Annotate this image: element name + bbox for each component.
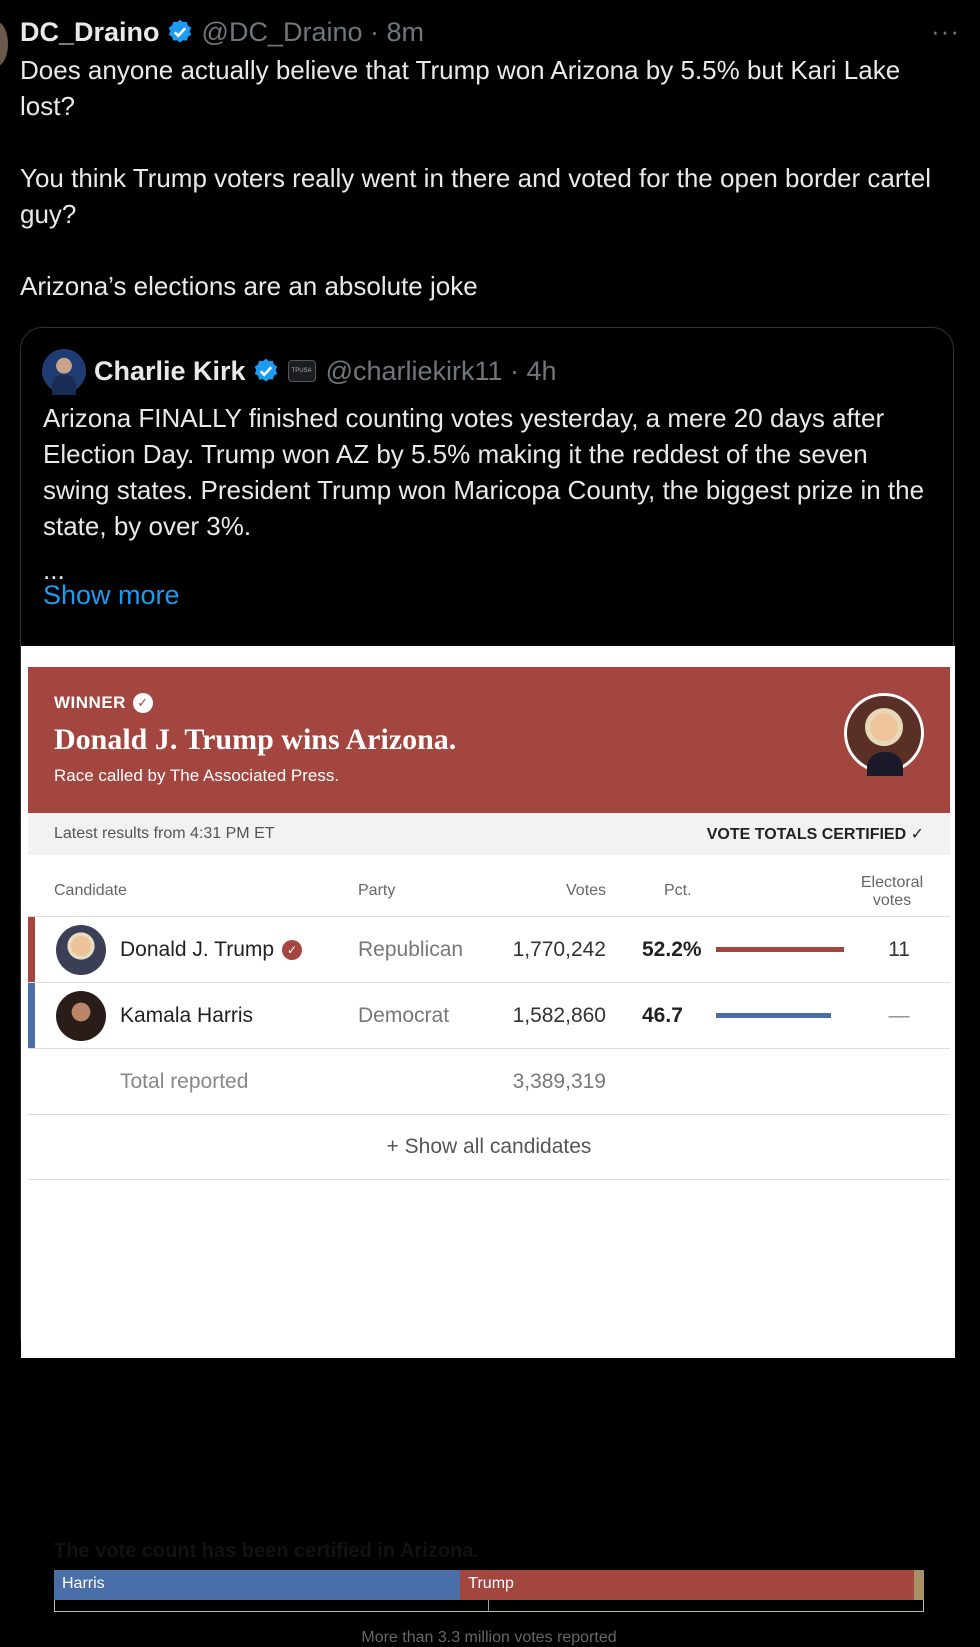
majority-tick bbox=[488, 1600, 489, 1612]
total-row bbox=[28, 1048, 950, 1114]
tweet-paragraph: Arizona’s elections are an absolute joke bbox=[20, 271, 478, 301]
race-called-text: Race called by The Associated Press. bbox=[54, 766, 340, 785]
verified-badge-icon bbox=[252, 357, 280, 385]
header-electoral-line2: votes bbox=[872, 892, 912, 909]
quoted-tweet-text bbox=[43, 400, 933, 588]
show-all-candidates-button[interactable]: + Show all candidates bbox=[28, 1114, 950, 1180]
certified-status: VOTE TOTALS CERTIFIED ✓ bbox=[706, 826, 924, 843]
bar-axis bbox=[54, 1600, 924, 1612]
candidate-votes: 1,770,242 bbox=[512, 938, 606, 961]
tweet-paragraph bbox=[20, 232, 960, 268]
votes-reported-text: More than 3.3 million votes reported bbox=[361, 1629, 617, 1646]
author-avatar[interactable] bbox=[0, 22, 8, 66]
election-results-image bbox=[21, 646, 955, 1646]
trump-photo bbox=[56, 925, 106, 975]
tweet-paragraph: Does anyone actually believe that Trump won Arizona by 5.5% but Kari Lake lost? bbox=[20, 55, 901, 121]
vote-share-bar bbox=[54, 1570, 924, 1600]
candidate-party: Democrat bbox=[358, 1004, 450, 1027]
quoted-paragraph: Arizona FINALLY finished counting votes yesterday, a mere 20 days after Election Day. Trump won AZ by 5.5% making it the reddest of the seven swing states. President Trump won Maricopa County, the biggest prize in the state, by over 3%. bbox=[43, 403, 925, 541]
winner-headline: Donald J. Trump wins Arizona. bbox=[54, 723, 457, 756]
pct-bar bbox=[716, 947, 876, 952]
party-stripe bbox=[28, 917, 35, 983]
tweet-paragraph: You think Trump voters really went in there and voted for the open border cartel guy? bbox=[20, 163, 932, 229]
tweet-text bbox=[20, 52, 960, 304]
pct-bar-fill bbox=[716, 947, 844, 952]
candidate-electoral-votes: — bbox=[888, 1004, 910, 1027]
verified-badge-icon bbox=[166, 18, 194, 46]
affiliation-badge-icon[interactable]: TPUSA bbox=[288, 360, 316, 382]
check-icon: ✓ bbox=[133, 693, 153, 713]
show-more-link[interactable]: Show more bbox=[43, 580, 180, 610]
quoted-tweet-header bbox=[42, 350, 557, 392]
candidate-pct: 52.2% bbox=[642, 938, 702, 961]
candidate-name bbox=[120, 1004, 253, 1028]
pct-bar-fill bbox=[716, 1013, 831, 1018]
table-row bbox=[28, 916, 950, 982]
candidate-party: Republican bbox=[358, 938, 464, 961]
more-options-icon[interactable]: ··· bbox=[931, 16, 960, 46]
candidate-votes: 1,582,860 bbox=[512, 1004, 606, 1027]
quoted-tweet[interactable] bbox=[20, 327, 954, 1646]
harris-photo bbox=[56, 991, 106, 1041]
candidate-name-text: Donald J. Trump bbox=[120, 938, 275, 961]
total-votes: 3,389,319 bbox=[512, 1070, 606, 1093]
tweet-paragraph bbox=[20, 124, 960, 160]
latest-results-time: Latest results from 4:31 PM ET bbox=[54, 825, 275, 842]
results-meta-bar bbox=[28, 813, 950, 855]
author-name[interactable]: DC_Draino bbox=[20, 16, 160, 47]
winner-text: WINNER bbox=[54, 693, 126, 712]
harris-segment-label: Harris bbox=[62, 1575, 105, 1592]
table-row bbox=[28, 982, 950, 1048]
quoted-author-name[interactable]: Charlie Kirk bbox=[94, 355, 246, 386]
quoted-author-avatar[interactable] bbox=[42, 349, 86, 393]
winner-check-icon: ✓ bbox=[282, 940, 302, 960]
header-electoral-votes bbox=[847, 874, 937, 910]
harris-segment bbox=[54, 1570, 460, 1600]
winner-label bbox=[54, 693, 153, 713]
other-segment bbox=[914, 1570, 924, 1600]
winner-photo bbox=[844, 693, 924, 773]
party-stripe bbox=[28, 983, 35, 1049]
certified-note: The vote count has been certified in Arizona. bbox=[54, 1540, 479, 1562]
header-pct: Pct. bbox=[664, 882, 692, 899]
header-votes: Votes bbox=[566, 882, 607, 899]
trump-segment-label: Trump bbox=[468, 1575, 514, 1592]
tweet-header bbox=[20, 14, 960, 50]
candidate-pct: 46.7 bbox=[642, 1004, 683, 1027]
header-party: Party bbox=[358, 882, 396, 899]
header-electoral-line1: Electoral bbox=[860, 874, 924, 891]
trump-segment bbox=[460, 1570, 914, 1600]
quoted-author-handle-time[interactable]: @charliekirk11 · 4h bbox=[325, 355, 557, 386]
author-handle-time[interactable]: @DC_Draino · 8m bbox=[201, 16, 424, 47]
header-candidate: Candidate bbox=[54, 882, 127, 899]
total-label: Total reported bbox=[120, 1070, 249, 1093]
pct-bar bbox=[716, 1013, 876, 1018]
candidate-name-text: Kamala Harris bbox=[120, 1004, 254, 1027]
quoted-ellipsis: ... bbox=[43, 555, 65, 585]
candidate-name bbox=[120, 938, 302, 962]
candidate-electoral-votes: 11 bbox=[888, 938, 910, 961]
winner-banner bbox=[28, 667, 950, 813]
